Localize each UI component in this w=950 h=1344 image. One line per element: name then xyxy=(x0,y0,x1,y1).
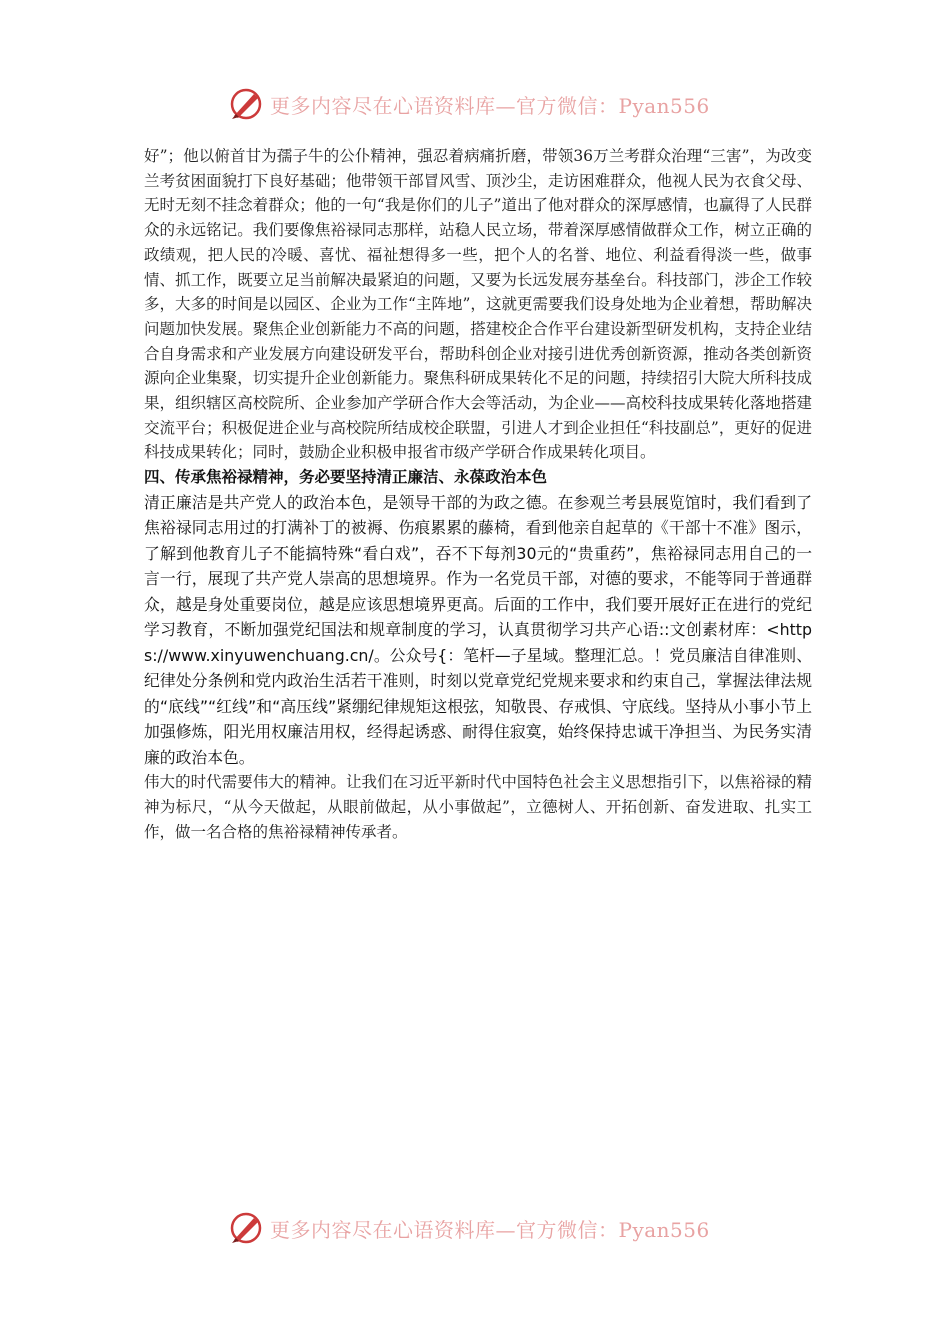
body-paragraph-1: 好”；他以俯首甘为孺子牛的公仆精神，强忍着病痛折磨，带领36万兰考群众治理“三害”，为改变兰考贫困面貌打下良好基础；他带领干部冒风雪、顶沙尘，走访困难群众，他视人民为衣食父母、无时无刻不挂念着群众；他的一句“我是你们的儿子”道出了他对群众的深厚感情，也赢得了人民群众的永远铭记。我们要像焦裕禄同志那样，站稳人民立场，带着深厚感情做群众工作，树立正确的政绩观，把人民的冷暖、喜忧、福祉想得多一些，把个人的名誉、地位、利益看得淡一些，做事情、抓工作，既要立足当前解决最紧迫的问题，又要为长远发展夯基垒台。科技部门，涉企工作较多，大多的时间是以园区、企业为工作“主阵地”，这就更需要我们设身处地为企业着想，帮助解决问题加快发展。聚焦企业创新能力不高的问题，搭建校企合作平台建设新型研发机构，支持企业结合自身需求和产业发展方向建设研发平台，帮助科创企业对接引进优秀创新资源，推动各类创新资源向企业集聚，切实提升企业创新能力。聚焦科研成果转化不足的问题，持续招引大院大所科技成果，组织辖区高校院所、企业参加产学研合作大会等活动，为企业——高校科技成果转化落地搭建交流平台；积极促进企业与高校院所结成校企联盟，引进人才到企业担任“科技副总”，更好的促进科技成果转化；同时，鼓励企业积极申报省市级产学研合作成果转化项目。 xyxy=(144,147,812,462)
body-paragraph-3: 伟大的时代需要伟大的精神。让我们在习近平新时代中国特色社会主义思想指引下，以焦裕禄的精神为标尺，“从今天做起，从眼前做起，从小事做起”，立德树人、开拓创新、奋发进取、扎实工作，做一名合格的焦裕禄精神传承者。 xyxy=(144,773,812,841)
watermark-text: 更多内容尽在心语资料库—官方微信：Pyan556 xyxy=(270,1217,710,1242)
pen-logo-icon xyxy=(228,86,264,122)
document-body xyxy=(144,144,812,844)
section-heading-4: 四、传承焦裕禄精神，务必要坚持清正廉洁、永葆政治本色 xyxy=(144,468,548,487)
body-paragraph-2: 清正廉洁是共产党人的政治本色，是领导干部的为政之德。在参观兰考县展览馆时，我们看到了焦裕禄同志用过的打满补丁的被褥、伤痕累累的藤椅，看到他亲自起草的《干部十不准》图示，了解到他教育儿子不能搞特殊“看白戏”，吞不下每剂30元的“贵重药”，焦裕禄同志用自己的一言一行，展现了共产党人崇高的思想境界。作为一名党员干部，对德的要求，不能等同于普通群众，越是身处重要岗位，越是应该思想境界更高。后面的工作中，我们要开展好正在进行的党纪学习教育，不断加强党纪国法和规章制度的学习，认真贯彻学习共产心语::文创素材库：<https://www.xinyuwenchuang.cn/。公众号{：笔杆—子星域。整理汇总。！党员廉洁自律准则、纪律处分条例和党内政治生活若干准则，时刻以党章党纪党规来要求和约束自己，掌握法律法规的“底线”“红线”和“高压线”紧绷纪律规矩这根弦，知敬畏、存戒惧、守底线。坚持从小事小节上加强修炼，阳光用权廉洁用权，经得起诱惑、耐得住寂寞，始终保持忠诚干净担当、为民务实清廉的政治本色。 xyxy=(144,492,812,767)
watermark-text: 更多内容尽在心语资料库—官方微信：Pyan556 xyxy=(270,93,710,118)
pen-logo-icon xyxy=(228,1210,264,1246)
header-watermark xyxy=(228,84,710,124)
footer-watermark xyxy=(228,1208,710,1248)
